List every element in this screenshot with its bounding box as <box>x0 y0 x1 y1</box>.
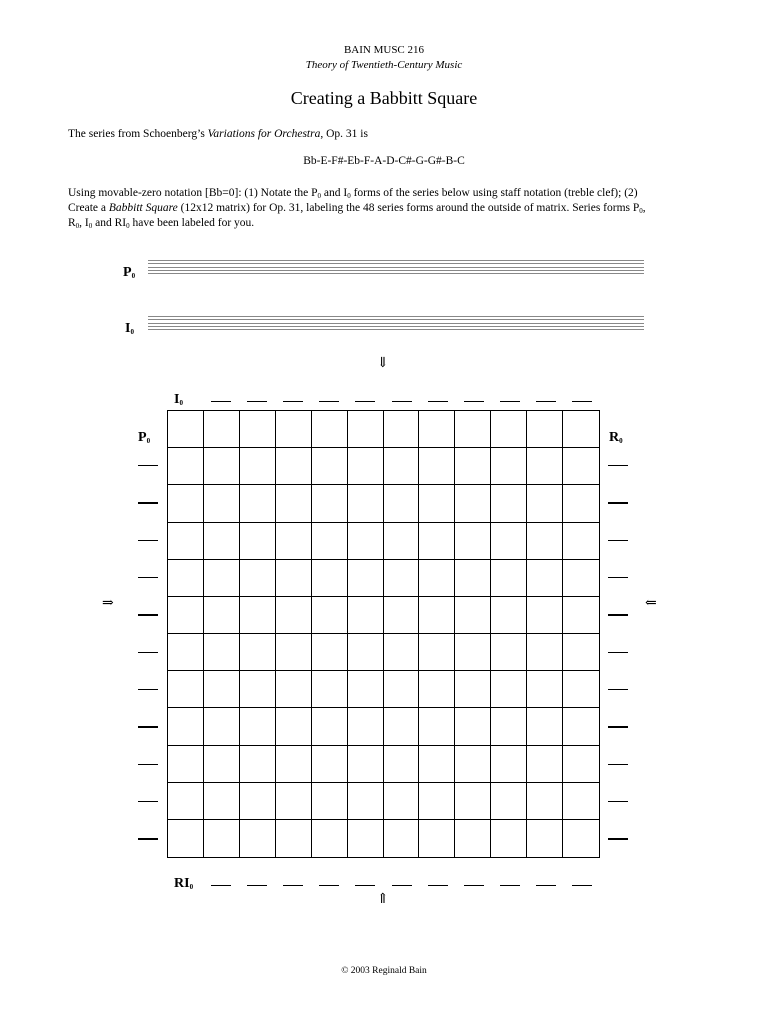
staff-p0-letter: P <box>123 265 132 280</box>
down-arrow-icon: ⇓ <box>377 356 389 371</box>
matrix-cell[interactable] <box>527 411 563 448</box>
matrix-cell[interactable] <box>348 783 384 820</box>
matrix-cell[interactable] <box>276 708 312 745</box>
up-arrow-icon: ⇑ <box>377 892 389 907</box>
matrix-cell[interactable] <box>455 597 491 634</box>
blank-ri-label[interactable] <box>211 885 231 886</box>
matrix-cell[interactable] <box>168 411 204 448</box>
matrix-cell[interactable] <box>455 708 491 745</box>
instr-text-1: Using movable-zero notation [Bb=0]: (1) Notate the P <box>68 187 318 199</box>
babbitt-square-matrix <box>167 410 600 858</box>
matrix-cell[interactable] <box>312 708 348 745</box>
matrix-cell[interactable] <box>312 597 348 634</box>
matrix-cell[interactable] <box>204 634 240 671</box>
staff-i0-letter: I <box>125 321 131 336</box>
blank-p-label[interactable] <box>138 838 158 839</box>
matrix-cell[interactable] <box>527 597 563 634</box>
matrix-cell[interactable] <box>348 523 384 560</box>
matrix-cell[interactable] <box>348 746 384 783</box>
matrix-cell[interactable] <box>312 783 348 820</box>
blank-ri-label[interactable] <box>319 885 339 886</box>
matrix-cell[interactable] <box>276 485 312 522</box>
matrix-cell[interactable] <box>168 783 204 820</box>
matrix-cell[interactable] <box>563 560 599 597</box>
matrix-cell[interactable] <box>168 523 204 560</box>
matrix-cell[interactable] <box>563 411 599 448</box>
matrix-cell[interactable] <box>312 448 348 485</box>
matrix-cell[interactable] <box>455 746 491 783</box>
matrix-cell[interactable] <box>348 448 384 485</box>
matrix-cell[interactable] <box>527 746 563 783</box>
matrix-cell[interactable] <box>384 523 420 560</box>
matrix-cell[interactable] <box>168 671 204 708</box>
matrix-cell[interactable] <box>419 485 455 522</box>
matrix-cell[interactable] <box>240 746 276 783</box>
matrix-cell[interactable] <box>455 820 491 857</box>
matrix-cell[interactable] <box>168 746 204 783</box>
matrix-cell[interactable] <box>240 448 276 485</box>
blank-i-label[interactable] <box>211 401 231 402</box>
matrix-cell[interactable] <box>312 485 348 522</box>
blank-p-label[interactable] <box>138 689 158 690</box>
right-arrow-icon: ⇒ <box>102 596 114 611</box>
staff-i0[interactable] <box>148 316 644 330</box>
blank-ri-label[interactable] <box>572 885 592 886</box>
matrix-cell[interactable] <box>240 708 276 745</box>
matrix-cell[interactable] <box>204 708 240 745</box>
matrix-cell[interactable] <box>240 597 276 634</box>
blank-r-label[interactable] <box>608 801 628 802</box>
matrix-cell[interactable] <box>419 708 455 745</box>
matrix-cell[interactable] <box>384 411 420 448</box>
matrix-cell[interactable] <box>491 597 527 634</box>
matrix-p0-sub: 0 <box>146 437 151 445</box>
matrix-cell[interactable] <box>276 820 312 857</box>
matrix-cell[interactable] <box>276 560 312 597</box>
matrix-cell[interactable] <box>384 671 420 708</box>
matrix-cell[interactable] <box>240 411 276 448</box>
matrix-cell[interactable] <box>455 671 491 708</box>
matrix-cell[interactable] <box>491 523 527 560</box>
blank-ri-label[interactable] <box>247 885 267 886</box>
matrix-cell[interactable] <box>348 708 384 745</box>
matrix-cell[interactable] <box>527 634 563 671</box>
blank-r-label[interactable] <box>608 726 628 727</box>
matrix-cell[interactable] <box>455 448 491 485</box>
matrix-cell[interactable] <box>419 634 455 671</box>
matrix-cell[interactable] <box>312 560 348 597</box>
matrix-cell[interactable] <box>563 597 599 634</box>
blank-p-label[interactable] <box>138 465 158 466</box>
blank-r-label[interactable] <box>608 502 628 503</box>
matrix-cell[interactable] <box>312 411 348 448</box>
matrix-cell[interactable] <box>348 671 384 708</box>
matrix-cell[interactable] <box>312 820 348 857</box>
matrix-cell[interactable] <box>419 560 455 597</box>
instr-text-8: R <box>68 217 76 229</box>
blank-i-label[interactable] <box>572 401 592 402</box>
intro-prefix: The series from Schoenberg’s <box>68 128 208 140</box>
instr-sub-ri: 0 <box>126 222 130 230</box>
blank-p-label[interactable] <box>138 726 158 727</box>
blank-ri-label[interactable] <box>355 885 375 886</box>
tone-row: Bb-E-F#-Eb-F-A-D-C#-G-G#-B-C <box>303 155 465 167</box>
staff-i0-label <box>125 321 134 337</box>
blank-i-label[interactable] <box>500 401 520 402</box>
matrix-cell[interactable] <box>563 671 599 708</box>
instr-sub-p: 0 <box>317 192 322 200</box>
matrix-cell[interactable] <box>527 448 563 485</box>
matrix-cell[interactable] <box>527 708 563 745</box>
matrix-cell[interactable] <box>276 783 312 820</box>
intro-sentence <box>68 127 708 142</box>
course-code: BAIN MUSC 216 <box>343 44 425 56</box>
instr-text-10: and RI <box>92 217 127 229</box>
blank-ri-label[interactable] <box>283 885 303 886</box>
intro-work-title: Variations for Orchestra <box>207 128 321 140</box>
matrix-cell[interactable] <box>276 523 312 560</box>
blank-ri-label[interactable] <box>500 885 520 886</box>
matrix-cell[interactable] <box>312 634 348 671</box>
blank-r-label[interactable] <box>608 614 628 615</box>
matrix-cell[interactable] <box>204 523 240 560</box>
matrix-cell[interactable] <box>276 671 312 708</box>
matrix-cell[interactable] <box>491 634 527 671</box>
matrix-cell[interactable] <box>527 560 563 597</box>
matrix-ri0-letter: RI <box>174 876 190 891</box>
blank-ri-label[interactable] <box>392 885 412 886</box>
blank-r-label[interactable] <box>608 540 628 541</box>
matrix-ri0-sub: 0 <box>189 883 194 891</box>
instr-sub-i2: 0 <box>88 222 93 230</box>
matrix-cell[interactable] <box>455 634 491 671</box>
matrix-cell[interactable] <box>455 560 491 597</box>
instr-text-6: (12x12 matrix) for Op. 31, labeling the 48 series forms around the outside of matrix. Series forms P <box>177 202 640 214</box>
matrix-p0-label <box>138 430 150 446</box>
matrix-cell[interactable] <box>491 411 527 448</box>
blank-p-label[interactable] <box>138 764 158 765</box>
blank-i-label[interactable] <box>536 401 556 402</box>
matrix-cell[interactable] <box>419 411 455 448</box>
matrix-cell[interactable] <box>384 634 420 671</box>
matrix-cell[interactable] <box>384 597 420 634</box>
matrix-cell[interactable] <box>168 597 204 634</box>
matrix-cell[interactable] <box>491 746 527 783</box>
matrix-cell[interactable] <box>491 560 527 597</box>
matrix-cell[interactable] <box>527 671 563 708</box>
matrix-cell[interactable] <box>276 746 312 783</box>
matrix-cell[interactable] <box>276 448 312 485</box>
blank-i-label[interactable] <box>355 401 375 402</box>
matrix-cell[interactable] <box>455 485 491 522</box>
matrix-cell[interactable] <box>527 783 563 820</box>
matrix-r0-letter: R <box>609 430 620 445</box>
matrix-cell[interactable] <box>491 708 527 745</box>
matrix-cell[interactable] <box>527 820 563 857</box>
blank-r-label[interactable] <box>608 577 628 578</box>
matrix-cell[interactable] <box>384 820 420 857</box>
matrix-cell[interactable] <box>312 523 348 560</box>
matrix-r0-label <box>609 430 623 446</box>
blank-r-label[interactable] <box>608 689 628 690</box>
matrix-cell[interactable] <box>491 448 527 485</box>
matrix-cell[interactable] <box>563 708 599 745</box>
staff-p0-sub: 0 <box>131 272 136 280</box>
staff-p0[interactable] <box>148 260 644 274</box>
instr-text-11: have been labeled for you. <box>129 217 255 229</box>
matrix-ri0-label <box>174 876 193 892</box>
matrix-cell[interactable] <box>455 411 491 448</box>
blank-ri-label[interactable] <box>428 885 448 886</box>
matrix-cell[interactable] <box>491 671 527 708</box>
matrix-cell[interactable] <box>491 485 527 522</box>
blank-i-label[interactable] <box>283 401 303 402</box>
page-title: Creating a Babbitt Square <box>290 88 478 108</box>
blank-i-label[interactable] <box>319 401 339 402</box>
matrix-cell[interactable] <box>168 485 204 522</box>
instr-text-2: and I <box>321 187 348 199</box>
blank-r-label[interactable] <box>608 652 628 653</box>
matrix-cell[interactable] <box>204 411 240 448</box>
matrix-cell[interactable] <box>419 597 455 634</box>
matrix-cell[interactable] <box>204 597 240 634</box>
matrix-cell[interactable] <box>276 411 312 448</box>
blank-p-label[interactable] <box>138 540 158 541</box>
matrix-i0-letter: I <box>174 392 180 407</box>
intro-suffix: , Op. 31 is <box>320 128 368 140</box>
copyright: © 2003 Reginald Bain <box>341 966 427 976</box>
matrix-cell[interactable] <box>348 411 384 448</box>
matrix-cell[interactable] <box>168 634 204 671</box>
instr-text-7: , <box>642 202 646 214</box>
blank-p-label[interactable] <box>138 502 158 503</box>
staff-i0-sub: 0 <box>130 328 134 336</box>
matrix-cell[interactable] <box>384 448 420 485</box>
matrix-cell[interactable] <box>419 820 455 857</box>
matrix-cell[interactable] <box>168 820 204 857</box>
matrix-cell[interactable] <box>204 783 240 820</box>
matrix-cell[interactable] <box>168 708 204 745</box>
matrix-cell[interactable] <box>168 560 204 597</box>
matrix-cell[interactable] <box>312 746 348 783</box>
blank-r-label[interactable] <box>608 838 628 839</box>
matrix-cell[interactable] <box>563 783 599 820</box>
matrix-cell[interactable] <box>240 523 276 560</box>
matrix-cell[interactable] <box>204 560 240 597</box>
matrix-cell[interactable] <box>204 820 240 857</box>
matrix-r0-sub: 0 <box>619 437 623 445</box>
matrix-cell[interactable] <box>348 597 384 634</box>
matrix-cell[interactable] <box>419 783 455 820</box>
matrix-p0-letter: P <box>138 430 147 445</box>
matrix-cell[interactable] <box>563 448 599 485</box>
instr-sub-p2: 0 <box>639 207 643 215</box>
matrix-cell[interactable] <box>455 523 491 560</box>
matrix-cell[interactable] <box>563 485 599 522</box>
blank-i-label[interactable] <box>428 401 448 402</box>
matrix-cell[interactable] <box>384 560 420 597</box>
matrix-cell[interactable] <box>240 634 276 671</box>
matrix-cell[interactable] <box>348 560 384 597</box>
blank-p-label[interactable] <box>138 652 158 653</box>
blank-p-label[interactable] <box>138 614 158 615</box>
blank-ri-label[interactable] <box>536 885 556 886</box>
matrix-cell[interactable] <box>276 597 312 634</box>
matrix-cell[interactable] <box>455 783 491 820</box>
matrix-cell[interactable] <box>204 746 240 783</box>
matrix-cell[interactable] <box>384 783 420 820</box>
matrix-cell[interactable] <box>240 560 276 597</box>
matrix-cell[interactable] <box>240 671 276 708</box>
matrix-cell[interactable] <box>384 485 420 522</box>
matrix-cell[interactable] <box>563 634 599 671</box>
matrix-cell[interactable] <box>419 671 455 708</box>
blank-i-label[interactable] <box>247 401 267 402</box>
staff-p0-label <box>123 265 135 281</box>
matrix-cell[interactable] <box>204 448 240 485</box>
matrix-cell[interactable] <box>527 485 563 522</box>
blank-r-label[interactable] <box>608 764 628 765</box>
matrix-i0-sub: 0 <box>179 399 183 407</box>
instructions <box>68 186 708 231</box>
matrix-cell[interactable] <box>348 820 384 857</box>
matrix-cell[interactable] <box>384 746 420 783</box>
matrix-cell[interactable] <box>563 523 599 560</box>
blank-i-label[interactable] <box>464 401 484 402</box>
instr-text-3: forms of the series below using staff notation (treble clef); (2) <box>350 187 638 199</box>
blank-i-label[interactable] <box>392 401 412 402</box>
matrix-cell[interactable] <box>491 820 527 857</box>
matrix-cell[interactable] <box>563 746 599 783</box>
matrix-cell[interactable] <box>240 783 276 820</box>
blank-p-label[interactable] <box>138 577 158 578</box>
matrix-cell[interactable] <box>276 634 312 671</box>
matrix-cell[interactable] <box>419 523 455 560</box>
matrix-i0-label <box>174 392 183 408</box>
matrix-cell[interactable] <box>348 485 384 522</box>
blank-ri-label[interactable] <box>464 885 484 886</box>
matrix-cell[interactable] <box>419 746 455 783</box>
instr-babbitt-square: Babbitt Square <box>108 202 178 214</box>
matrix-cell[interactable] <box>563 820 599 857</box>
left-arrow-icon: ⇐ <box>645 596 657 611</box>
matrix-cell[interactable] <box>240 820 276 857</box>
matrix-cell[interactable] <box>204 671 240 708</box>
instr-text-4: Create a <box>68 202 109 214</box>
instr-sub-i: 0 <box>347 192 351 200</box>
matrix-cell[interactable] <box>419 448 455 485</box>
blank-p-label[interactable] <box>138 801 158 802</box>
matrix-cell[interactable] <box>204 485 240 522</box>
matrix-cell[interactable] <box>312 671 348 708</box>
matrix-cell[interactable] <box>168 448 204 485</box>
instr-text-9: , I <box>79 217 89 229</box>
blank-r-label[interactable] <box>608 465 628 466</box>
matrix-cell[interactable] <box>348 634 384 671</box>
matrix-cell[interactable] <box>527 523 563 560</box>
instr-sub-r: 0 <box>75 222 80 230</box>
matrix-cell[interactable] <box>240 485 276 522</box>
matrix-cell[interactable] <box>384 708 420 745</box>
matrix-cell[interactable] <box>491 783 527 820</box>
course-subtitle: Theory of Twentieth-Century Music <box>305 59 463 71</box>
